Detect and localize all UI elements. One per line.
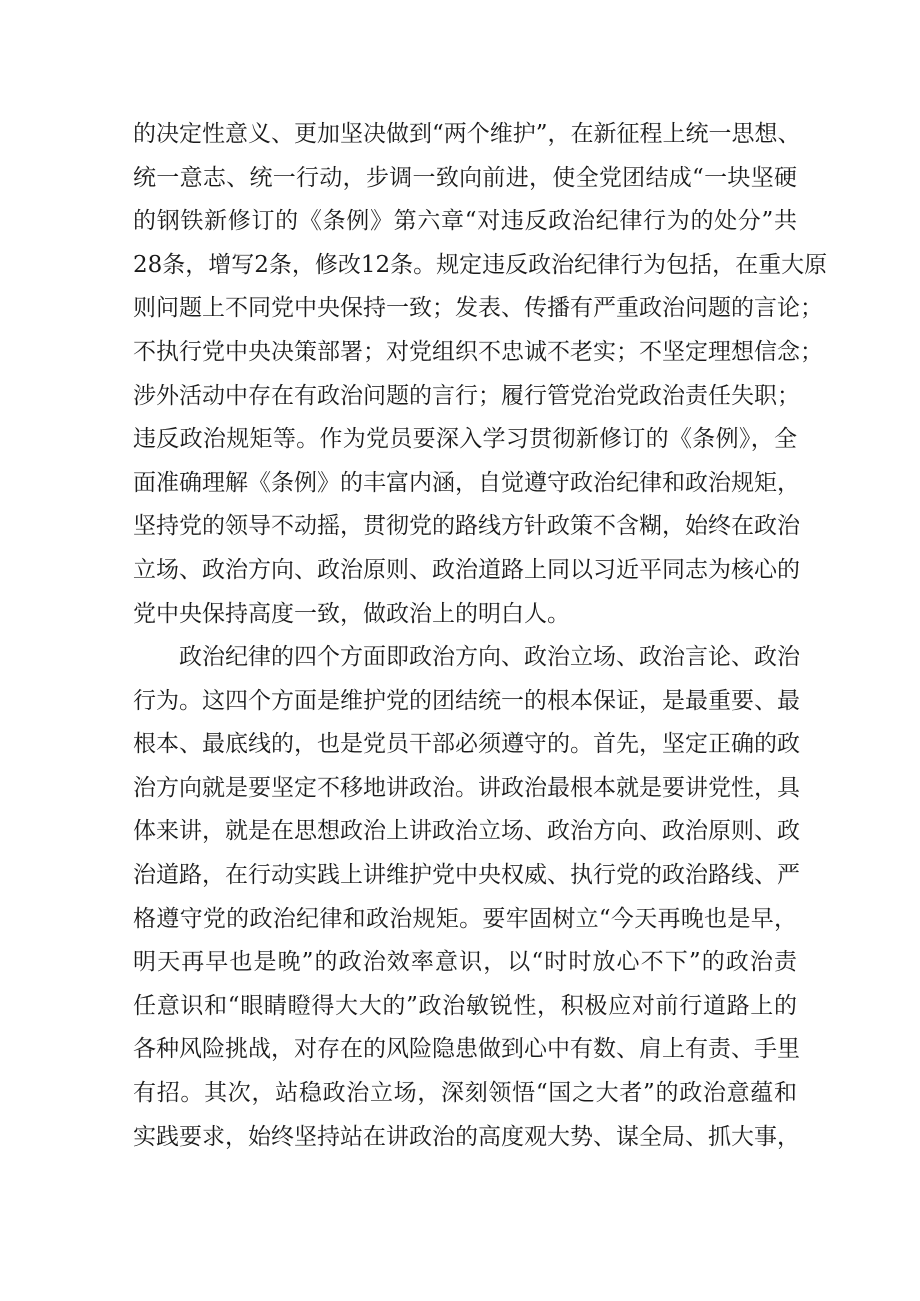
paragraph-line: 任意识和“眼睛瞪得大大的”政治敏锐性，积极应对前行道路上的: [133, 992, 797, 1019]
paragraph-line: 立场、政治方向、政治原则、政治道路上同以习近平同志为核心的: [133, 556, 800, 583]
paragraph-line: 党中央保持高度一致，做政治上的明白人。: [133, 600, 570, 627]
paragraph-line: 的决定性意义、更加坚决做到“两个维护”，在新征程上统一思想、: [133, 121, 801, 147]
paragraph-line: 28条，增写2条，修改12条。规定违反政治纪律行为包括，在重大原: [133, 251, 828, 278]
paragraph-line: 格遵守党的政治纪律和政治规矩。要牢固树立“今天再晚也是早，: [133, 905, 797, 932]
paragraph-line: 实践要求，始终坚持站在讲政治的高度观大势、谋全局、抓大事，: [133, 1123, 800, 1150]
paragraph-1: [133, 113, 828, 636]
paragraph-line: 体来讲，就是在思想政治上讲政治立场、政治方向、政治原则、政: [133, 818, 800, 845]
paragraph-line: 明天再早也是晚”的政治效率意识，以“时时放心不下”的政治责: [133, 949, 797, 976]
paragraph-line: 则问题上不同党中央保持一致；发表、传播有严重政治问题的言论；: [133, 295, 823, 322]
paragraph-line: 治方向就是要坚定不移地讲政治。讲政治最根本就是要讲党性，具: [133, 774, 800, 801]
paragraph-line: 行为。这四个方面是维护党的团结统一的根本保证，是最重要、最: [133, 687, 800, 714]
paragraph-line: 治道路，在行动实践上讲维护党中央权威、执行党的政治路线、严: [133, 861, 800, 888]
paragraph-line: 有招。其次，站稳政治立场，深刻领悟“国之大者”的政治意蕴和: [133, 1079, 797, 1106]
paragraph-line: 不执行党中央决策部署；对党组织不忠诚不老实；不坚定理想信念；: [133, 338, 823, 365]
paragraph-line: 各种风险挑战，对存在的风险隐患做到心中有数、肩上有责、手里: [133, 1036, 800, 1063]
paragraph-line: 违反政治规矩等。作为党员要深入学习贯彻新修订的《条例》，全: [133, 426, 797, 453]
paragraph-line: 根本、最底线的，也是党员干部必须遵守的。首先，坚定正确的政: [133, 731, 800, 758]
paragraph-line: 涉外活动中存在有政治问题的言行；履行管党治党政治责任失职；: [133, 382, 800, 409]
paragraph-line: 的钢铁新修订的《条例》第六章“对违反政治纪律行为的处分”共: [133, 208, 797, 235]
paragraph-line: 政治纪律的四个方面即政治方向、政治立场、政治言论、政治: [179, 644, 800, 670]
paragraph-line: 坚持党的领导不动摇，贯彻党的路线方针政策不含糊，始终在政治: [133, 513, 800, 540]
paragraph-line: 面准确理解《条例》的丰富内涵，自觉遵守政治纪律和政治规矩，: [133, 469, 800, 496]
paragraph-line: 统一意志、统一行动，步调一致向前进，使全党团结成“一块坚硬: [133, 164, 797, 191]
paragraph-2: [133, 636, 800, 1159]
